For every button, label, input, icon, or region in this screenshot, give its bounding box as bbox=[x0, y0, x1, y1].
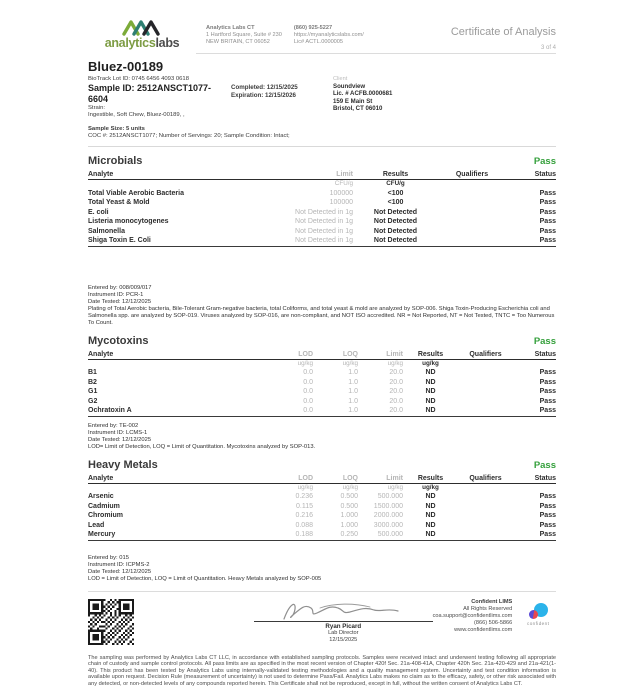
units-row bbox=[88, 484, 556, 493]
table-cell: Total Viable Aerobic Bacteria bbox=[88, 189, 184, 197]
confident-circles-icon bbox=[529, 603, 548, 620]
page-number: 3 of 4 bbox=[540, 45, 556, 51]
table-cell: Pass bbox=[539, 208, 556, 216]
sample-name: Bluez-00189 bbox=[88, 59, 164, 74]
unit-cell: ug/kg bbox=[422, 359, 439, 367]
table-cell: Pass bbox=[539, 237, 556, 245]
table-cell: ND bbox=[425, 369, 436, 376]
table-cell: 1.000 bbox=[340, 512, 358, 520]
lims-website: www.confidentlims.com bbox=[454, 626, 513, 633]
table-cell: B2 bbox=[88, 378, 97, 386]
lab-phone: (860) 925-5227 bbox=[293, 25, 333, 31]
unit-cell: CFU/g bbox=[386, 180, 405, 187]
confident-logo-caption: confident bbox=[527, 620, 550, 626]
lab-website: https://myanalyticslabs.com/ bbox=[293, 32, 364, 38]
column-header: LOQ bbox=[342, 350, 358, 358]
table-row bbox=[88, 511, 556, 521]
table-cell: Pass bbox=[539, 397, 556, 405]
table-cell: 1.0 bbox=[348, 407, 358, 415]
table-cell bbox=[458, 521, 513, 531]
table-row bbox=[88, 227, 556, 237]
table-cell: Pass bbox=[539, 199, 556, 207]
unit-cell: ug/kg bbox=[297, 483, 313, 491]
column-header: Qualifiers bbox=[455, 171, 489, 178]
lab-phone-column bbox=[294, 25, 364, 46]
section-heading bbox=[88, 335, 556, 347]
footer-signature-row bbox=[88, 599, 556, 645]
table-cell: Not Detected bbox=[373, 227, 418, 235]
table-row bbox=[88, 236, 556, 246]
signer-name: Ryan Picard bbox=[325, 622, 362, 630]
section-heavy_metals bbox=[88, 459, 556, 583]
table-cell: 20.0 bbox=[389, 407, 403, 415]
table-cell: 0.250 bbox=[340, 531, 358, 539]
table-cell bbox=[458, 511, 513, 521]
table-cell: 100000 bbox=[329, 189, 353, 197]
table-cell: Pass bbox=[539, 407, 556, 415]
table-cell: ND bbox=[425, 502, 436, 510]
column-header: LOD bbox=[298, 474, 313, 482]
section-heading bbox=[88, 459, 556, 471]
client-block bbox=[333, 76, 556, 119]
table-cell: B1 bbox=[88, 369, 97, 376]
column-header: Limit bbox=[336, 171, 353, 178]
table-cell: Not Detected in 1g bbox=[295, 218, 353, 226]
table-cell: 0.500 bbox=[340, 502, 358, 510]
table-cell: Pass bbox=[539, 502, 556, 510]
table-cell bbox=[458, 406, 513, 416]
table-cell: 1.000 bbox=[340, 521, 358, 529]
table-cell: ND bbox=[425, 521, 436, 529]
lims-contact-block bbox=[433, 599, 513, 634]
table-header-row bbox=[88, 351, 556, 360]
section-title: Microbials bbox=[88, 155, 143, 167]
table-cell: 1.0 bbox=[348, 388, 358, 396]
table-cell: Salmonella bbox=[88, 227, 125, 235]
table-cell: 20.0 bbox=[389, 388, 403, 396]
column-header: Status bbox=[534, 474, 556, 482]
column-header: Status bbox=[534, 171, 556, 178]
unit-cell bbox=[506, 180, 556, 189]
wordmark-labs: labs bbox=[155, 36, 180, 50]
unit-cell: ug/kg bbox=[422, 483, 439, 491]
table-cell: ND bbox=[425, 512, 436, 520]
table-cell: 0.0 bbox=[303, 407, 313, 415]
table-cell bbox=[438, 198, 506, 208]
section-status-badge: Pass bbox=[533, 459, 556, 471]
note-line: Instrument ID: LCMS-1 bbox=[88, 429, 148, 436]
table-row bbox=[88, 492, 556, 502]
table-cell: Total Yeast & Mold bbox=[88, 199, 150, 207]
section-mycotoxins bbox=[88, 335, 556, 451]
table-cell: Not Detected in 1g bbox=[295, 208, 353, 216]
table-cell: 1.0 bbox=[348, 369, 358, 376]
unit-cell: ug/kg bbox=[297, 359, 313, 367]
unit-cell bbox=[458, 484, 513, 493]
table-cell bbox=[438, 236, 506, 246]
table-row bbox=[88, 397, 556, 407]
column-header: Results bbox=[382, 171, 409, 178]
unit-cell bbox=[458, 360, 513, 369]
table-cell bbox=[438, 208, 506, 218]
table-cell: 0.500 bbox=[340, 493, 358, 501]
table-body bbox=[88, 492, 556, 541]
table-cell: 20.0 bbox=[389, 378, 403, 386]
section-microbials bbox=[88, 155, 556, 327]
table-row bbox=[88, 208, 556, 218]
table-header-row bbox=[88, 475, 556, 484]
section-divider bbox=[88, 146, 556, 147]
table-cell: Chromium bbox=[88, 512, 123, 520]
note-line: Entered by: 015 bbox=[88, 555, 129, 562]
lab-address-line1: 1 Hartford Square, Suite # 230 bbox=[206, 32, 282, 38]
mountain-zigzag-icon bbox=[112, 18, 172, 37]
table-row bbox=[88, 378, 556, 388]
table-cell: 0.088 bbox=[295, 521, 313, 529]
strain-value: Ingestible, Soft Chew, Bluez-00189, , bbox=[88, 112, 185, 118]
table-cell: Pass bbox=[539, 388, 556, 396]
column-header: LOQ bbox=[342, 474, 358, 482]
strain-label: Strain: bbox=[88, 105, 106, 111]
unit-cell bbox=[88, 360, 193, 369]
table-cell: ND bbox=[425, 378, 436, 386]
table-cell: 0.0 bbox=[303, 388, 313, 396]
table-cell: Not Detected bbox=[373, 237, 418, 245]
unit-cell bbox=[513, 360, 556, 369]
table-cell: Pass bbox=[539, 189, 556, 197]
lab-address-column bbox=[206, 25, 282, 46]
table-cell: Pass bbox=[539, 531, 556, 539]
section-notes bbox=[88, 285, 556, 326]
sample-id-block bbox=[88, 76, 231, 119]
table-row bbox=[88, 521, 556, 531]
table-row bbox=[88, 530, 556, 540]
table-cell bbox=[458, 368, 513, 378]
table-cell bbox=[458, 378, 513, 388]
table-cell: Shiga Toxin E. Coli bbox=[88, 237, 151, 245]
client-address-line1: 159 E Main St bbox=[333, 97, 373, 105]
table-cell bbox=[458, 530, 513, 540]
coc-line: COC #: 2512ANSCT1077; Number of Servings: 20; Sample Condition: Intact; bbox=[88, 133, 290, 139]
note-line: Date Tested: 12/12/2025 bbox=[88, 436, 152, 443]
table-cell: Pass bbox=[539, 493, 556, 501]
column-header: LOD bbox=[298, 350, 313, 358]
table-cell: 500.000 bbox=[377, 531, 403, 539]
table-cell: G2 bbox=[88, 397, 98, 405]
unit-cell bbox=[88, 180, 188, 189]
table-cell bbox=[458, 492, 513, 502]
client-address-line2: Bristol, CT 06010 bbox=[333, 105, 383, 113]
header-divider bbox=[196, 53, 556, 54]
column-header: Analyte bbox=[88, 474, 114, 482]
table-cell: Pass bbox=[539, 512, 556, 520]
section-title: Mycotoxins bbox=[88, 334, 149, 347]
note-line: Instrument ID: ICPMS-2 bbox=[88, 561, 150, 568]
column-header: Results bbox=[417, 350, 444, 358]
header-right bbox=[451, 18, 556, 51]
column-header: Qualifiers bbox=[469, 474, 502, 482]
table-cell: Pass bbox=[539, 227, 556, 235]
section-notes bbox=[88, 423, 556, 451]
test-sections bbox=[88, 155, 556, 583]
logo-wordmark bbox=[88, 37, 196, 50]
table-cell: ND bbox=[425, 407, 436, 415]
table-body bbox=[88, 189, 556, 248]
table-cell: <100 bbox=[387, 199, 404, 207]
table-cell: Arsenic bbox=[88, 493, 114, 501]
sample-size: Sample Size: 5 units bbox=[88, 126, 145, 132]
section-notes bbox=[88, 555, 556, 583]
table-cell: ND bbox=[425, 493, 436, 501]
method-note: LOD= Limit of Detection, LOQ = Limit of Quantitation. Mycotoxins analyzed by SOP-013. bbox=[88, 443, 316, 450]
note-line: Instrument ID: PCR-1 bbox=[88, 291, 144, 298]
table-cell: Not Detected in 1g bbox=[295, 237, 353, 245]
note-line: Entered by: 008/009/017 bbox=[88, 285, 152, 292]
qr-code bbox=[88, 599, 134, 645]
method-note: Plating of Total Aerobic bacteria, Bile-Tolerant Gram-negative bacteria, total Coliforms, and total yeast & mold are analyzed by SOP-006. Shiga Toxin-Producing Escherichia coli and Salmonella spp. are analyzed by SOP-019. Viruses analyzed by SOP-016, are non-compliant, and NOT ISO accredited. NR = Not Reported, NT = Not Tested, TNTC = Too Numerous To Count. bbox=[88, 305, 555, 326]
biotrack-lot-id: BioTrack Lot ID: 0745 6456 4093 0618 bbox=[88, 76, 189, 82]
table-cell: 1.0 bbox=[348, 397, 358, 405]
lab-name: Analytics Labs CT bbox=[206, 25, 255, 31]
table-row bbox=[88, 406, 556, 416]
lab-contact-info bbox=[206, 25, 364, 46]
table-cell: 0.0 bbox=[303, 378, 313, 386]
table-cell: 2000.000 bbox=[373, 512, 403, 520]
table-cell: 500.000 bbox=[377, 493, 403, 501]
table-header-row bbox=[88, 171, 556, 180]
unit-cell: ug/kg bbox=[387, 359, 403, 367]
signature-date: 12/15/2025 bbox=[329, 636, 358, 643]
table-cell bbox=[458, 502, 513, 512]
table-cell: 0.216 bbox=[295, 512, 313, 520]
table-cell bbox=[458, 387, 513, 397]
section-status-badge: Pass bbox=[533, 156, 556, 167]
section-status-badge: Pass bbox=[533, 335, 556, 347]
table-cell: Pass bbox=[539, 378, 556, 386]
table-cell bbox=[438, 189, 506, 199]
wordmark-analytics: analytics bbox=[104, 36, 156, 50]
expiration-date: Expiration: 12/15/2026 bbox=[231, 92, 297, 99]
table-cell: <100 bbox=[387, 189, 404, 197]
table-cell bbox=[458, 397, 513, 407]
table-cell: Pass bbox=[539, 369, 556, 376]
client-label: Client bbox=[333, 76, 348, 82]
lab-address-line2: NEW BRITAIN, CT 06052 bbox=[206, 39, 270, 45]
unit-cell bbox=[513, 484, 556, 493]
note-line: Date Tested: 12/12/2025 bbox=[88, 298, 152, 305]
table-cell: 100000 bbox=[329, 199, 353, 207]
unit-cell: ug/kg bbox=[387, 483, 403, 491]
table-cell bbox=[438, 227, 506, 237]
column-header: Qualifiers bbox=[469, 350, 502, 358]
table-cell: Lead bbox=[88, 521, 105, 529]
signature-line bbox=[254, 621, 433, 622]
column-header: Analyte bbox=[88, 171, 114, 178]
note-line: Entered by: TE-002 bbox=[88, 422, 139, 429]
table-row bbox=[88, 502, 556, 512]
client-license: Lic. # ACFB.0000681 bbox=[333, 90, 393, 98]
unit-cell bbox=[438, 180, 506, 189]
analytics-labs-logo bbox=[88, 18, 196, 50]
column-header: Status bbox=[534, 350, 556, 358]
note-line: Date Tested: 12/12/2025 bbox=[88, 568, 152, 575]
table-cell: 0.236 bbox=[295, 493, 313, 501]
lab-license: Lic# ACTL.0000005 bbox=[293, 39, 344, 45]
table-cell: ND bbox=[425, 388, 436, 396]
table-cell: Ochratoxin A bbox=[88, 407, 132, 415]
column-header: Results bbox=[417, 474, 444, 482]
table-cell: 3000.000 bbox=[373, 521, 403, 529]
table-row bbox=[88, 387, 556, 397]
table-cell: 20.0 bbox=[389, 369, 403, 376]
sample-id: Sample ID: 2512ANSCT1077-6604 bbox=[88, 83, 212, 104]
table-cell: ND bbox=[425, 531, 436, 539]
signature-block bbox=[254, 599, 433, 644]
unit-cell bbox=[88, 484, 193, 493]
table-cell: Cadmium bbox=[88, 502, 120, 510]
footer-disclaimer: The sampling was performed by Analytics Labs CT LLC, in accordance with established sampling protocols. Samples were received intact and underwent testing following all appropriate chain of custody and sample control protocols. All pass limits are as specified in the most recent version of Chapter 420f Sec. 21a-408-41A, Chapter 420h Sec. 21a-420-429 and 21a-421(1-40). This product has been tested by Analytics Labs using internally-validated testing methodologies and a quality management system. Uncertainty and test condition information is available upon request. Decision Rule (measurement of uncertainty) is not used to determine Pass/Fail. Analytics Labs makes no claim as to the efficacy, safety, or other risk associated with any detected, or non-detected levels of any compounds reported herein. This Certificate shall not be reproduced, except in full, without the written consent of Analytics Labs CT. bbox=[88, 654, 556, 688]
unit-cell: CFU/g bbox=[334, 180, 353, 187]
certificate-page bbox=[88, 18, 556, 688]
sample-info-row bbox=[88, 76, 556, 119]
table-cell: 0.188 bbox=[295, 531, 313, 539]
table-cell: E. coli bbox=[88, 208, 109, 216]
table-row bbox=[88, 368, 556, 378]
table-cell: 20.0 bbox=[389, 397, 403, 405]
units-row bbox=[88, 360, 556, 369]
table-cell: Mercury bbox=[88, 531, 116, 539]
table-cell: Not Detected bbox=[373, 218, 418, 226]
client-name: Soundview bbox=[333, 83, 366, 90]
lims-phone: (866) 506-5866 bbox=[474, 619, 513, 626]
page-header bbox=[88, 18, 556, 51]
dates-block bbox=[231, 76, 333, 119]
column-header: Limit bbox=[386, 474, 403, 482]
method-note: LOD = Limit of Detection, LOQ = Limit of Quantitation. Heavy Metals analyzed by SOP-005 bbox=[88, 575, 322, 582]
column-header: Limit bbox=[386, 350, 403, 358]
footer-divider bbox=[88, 591, 556, 592]
section-heading bbox=[88, 155, 556, 167]
unit-cell: ug/kg bbox=[342, 359, 358, 367]
table-cell: Not Detected in 1g bbox=[295, 227, 353, 235]
table-row bbox=[88, 189, 556, 199]
table-cell: 0.115 bbox=[296, 502, 313, 510]
table-body bbox=[88, 368, 556, 417]
table-cell bbox=[438, 217, 506, 227]
units-row bbox=[88, 180, 556, 189]
table-cell: 1.0 bbox=[348, 378, 358, 386]
table-cell: 1500.000 bbox=[373, 502, 403, 510]
table-cell: Listeria monocytogenes bbox=[88, 218, 169, 226]
table-row bbox=[88, 217, 556, 227]
section-title: Heavy Metals bbox=[88, 458, 158, 471]
purple-red-circle-icon bbox=[529, 610, 538, 619]
table-cell: 0.0 bbox=[303, 397, 313, 405]
unit-cell: ug/kg bbox=[342, 483, 358, 491]
completed-date: Completed: 12/15/2025 bbox=[231, 84, 298, 91]
table-row bbox=[88, 198, 556, 208]
confident-lims-logo bbox=[520, 599, 556, 626]
table-cell: Not Detected bbox=[373, 208, 418, 216]
lims-email: coa.support@confidentlims.com bbox=[432, 612, 513, 619]
signer-title: Lab Director bbox=[328, 630, 359, 637]
lims-name: Confident LIMS bbox=[471, 598, 513, 605]
table-cell: ND bbox=[425, 397, 436, 405]
certificate-title: Certificate of Analysis bbox=[450, 26, 556, 38]
table-cell: Pass bbox=[539, 521, 556, 529]
lims-rights: All Rights Reserved bbox=[463, 605, 513, 612]
column-header: Analyte bbox=[88, 350, 114, 358]
table-cell: 0.0 bbox=[303, 369, 313, 376]
table-cell: G1 bbox=[88, 388, 98, 396]
table-cell: Pass bbox=[539, 218, 556, 226]
